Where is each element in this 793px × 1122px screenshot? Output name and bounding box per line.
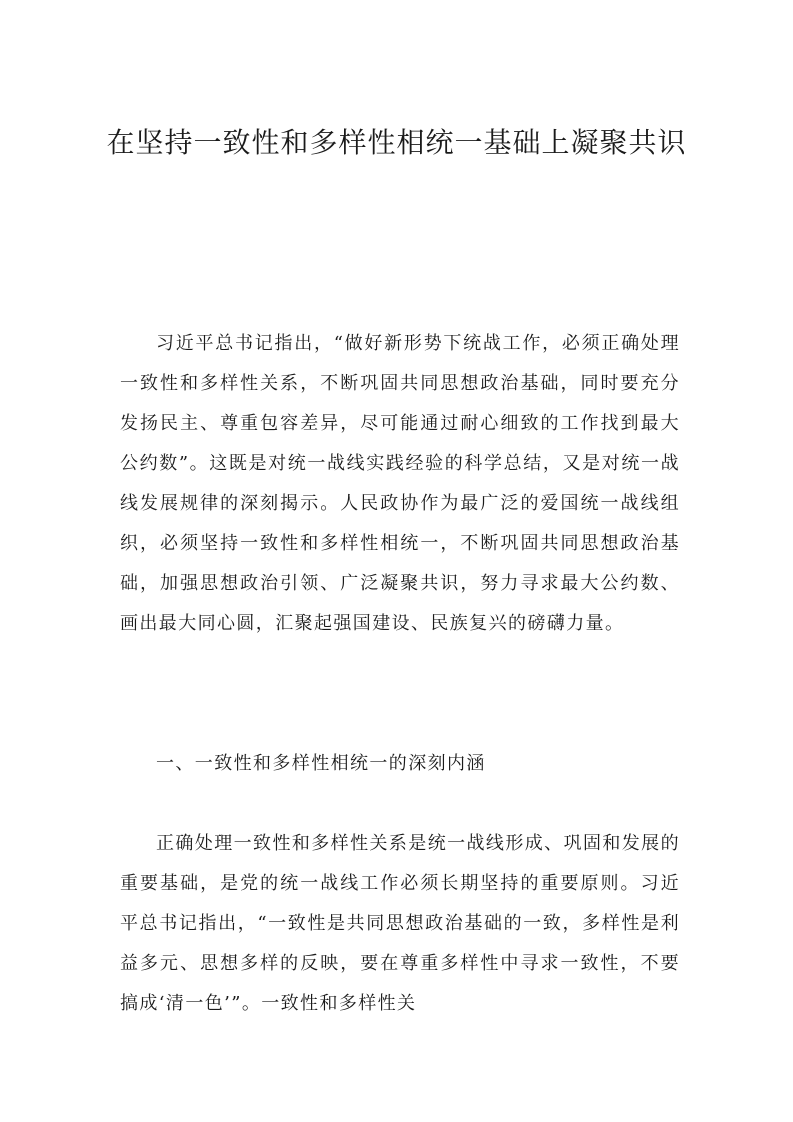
document-title: 在坚持一致性和多样性相统一基础上凝聚共识 bbox=[106, 126, 687, 159]
section-heading: 一、一致性和多样性相统一的深刻内涵 bbox=[156, 753, 486, 774]
intro-paragraph: 习近平总书记指出，“做好新形势下统战工作，必须正确处理一致性和多样性关系，不断巩固共同思想政治基础，同时要充分发扬民主、尊重包容差异，尽可能通过耐心细致的工作找到最大公约数”。这既是对统一战线实践经验的科学总结，又是对统一战线发展规律的深刻揭示。人民政协作为最广泛的爱国统一战线组织，必须坚持一致性和多样性相统一，不断巩固共同思想政治基础，加强思想政治引领、广泛凝聚共识，努力寻求最大公约数、画出最大同心圆，汇聚起强国建设、民族复兴的磅礴力量。 bbox=[120, 333, 680, 634]
section-paragraph: 正确处理一致性和多样性关系是统一战线形成、巩固和发展的重要基础，是党的统一战线工作必须长期坚持的重要原则。习近平总书记指出，“一致性是共同思想政治基础的一致，多样性是利益多元、思想多样的反映，要在尊重多样性中寻求一致性，不要搞成‘清一色’”。一致性和多样性关 bbox=[120, 833, 680, 1014]
